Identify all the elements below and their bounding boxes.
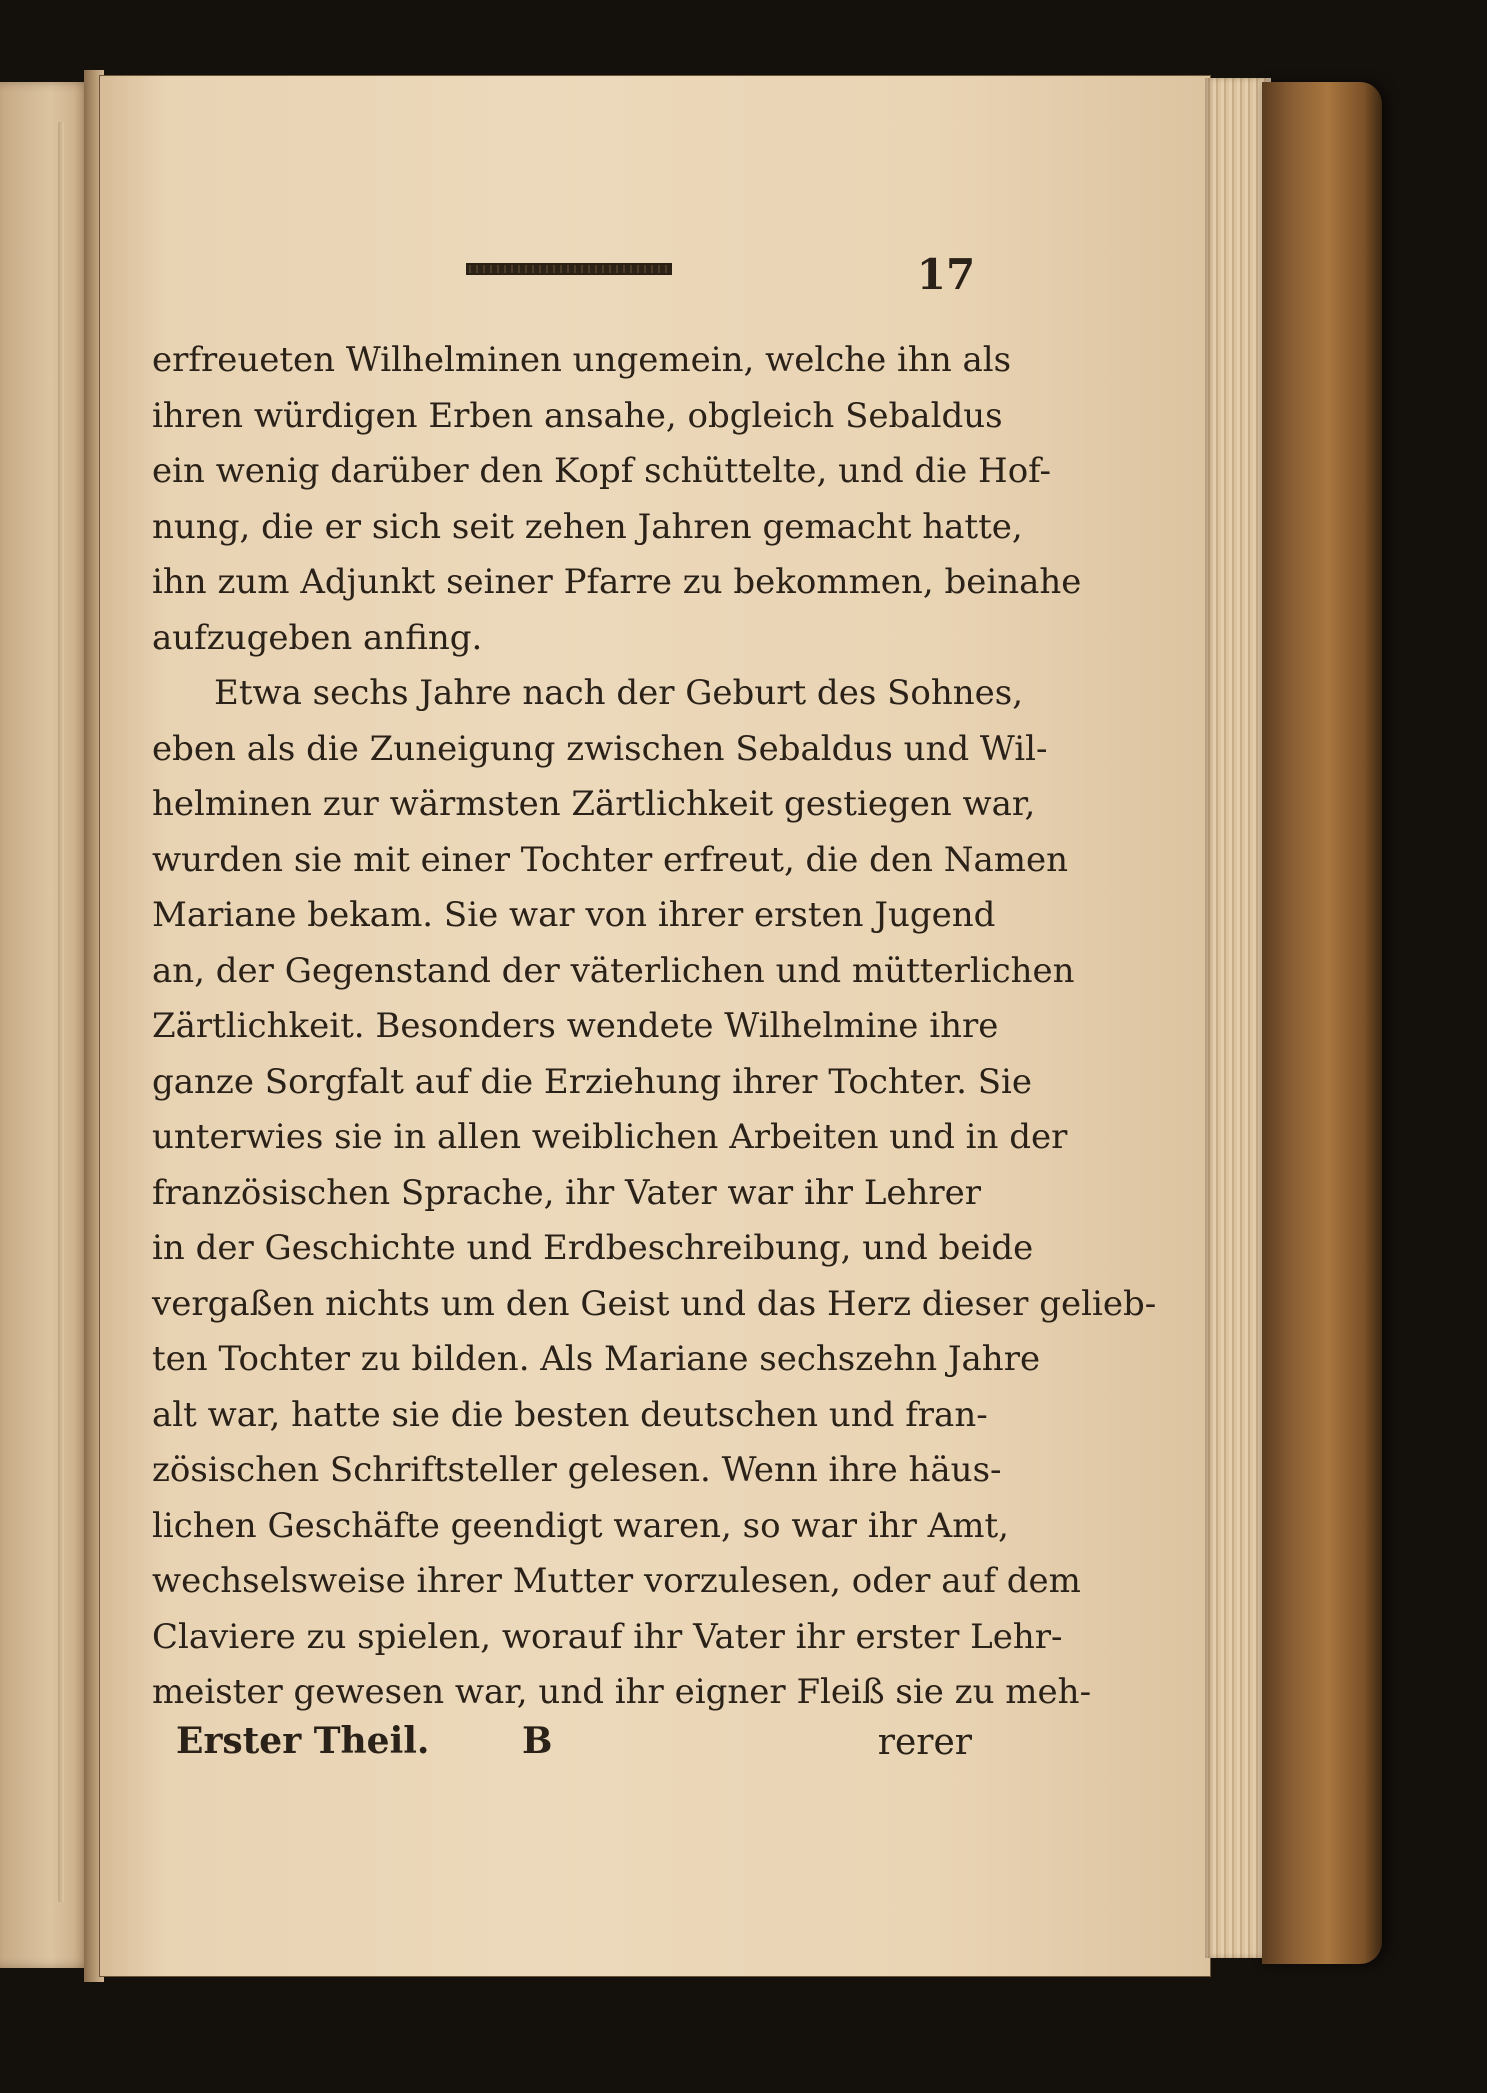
- book-cover-edge: [1262, 82, 1382, 1964]
- text-line: ein wenig darüber den Kopf schüttelte, und die Hof-: [152, 451, 1052, 491]
- text-line: alt war, hatte sie die besten deutschen und fran-: [152, 1394, 988, 1435]
- text-line: unterwies sie in allen weiblichen Arbeiten und in der: [152, 1117, 1068, 1157]
- text-line: Zärtlichkeit. Besonders wendete Wilhelmine ihre: [152, 1006, 999, 1046]
- footer-signature-mark: B: [522, 1720, 553, 1762]
- footer-volume-title: Erster Theil.: [176, 1720, 430, 1762]
- text-line: ihren würdigen Erben ansahe, obgleich Sebaldus: [152, 395, 1003, 436]
- body-text: [152, 333, 1157, 1721]
- paragraph-2: [152, 666, 1157, 1721]
- left-page-fold: [58, 122, 64, 1902]
- text-line: Etwa sechs Jahre nach der Geburt des Sohnes,: [214, 673, 1024, 713]
- page-number: 17: [916, 250, 976, 299]
- text-line: helminen zur wärmsten Zärtlichkeit gestiegen war,: [152, 784, 1036, 824]
- text-line: eben als die Zuneigung zwischen Sebaldus und Wil-: [152, 728, 1048, 769]
- text-line: ganze Sorgfalt auf die Erziehung ihrer Tochter. Sie: [152, 1061, 1032, 1102]
- text-line: Mariane bekam. Sie war von ihrer ersten Jugend: [152, 895, 996, 935]
- text-line: nung, die er sich seit zehen Jahren gemacht hatte,: [152, 506, 1023, 547]
- text-line: wurden sie mit einer Tochter erfreut, die den Namen: [152, 839, 1068, 880]
- text-line: erfreueten Wilhelminen ungemein, welche ihn als: [152, 340, 1012, 380]
- text-line: ten Tochter zu bilden. Als Mariane sechszehn Jahre: [152, 1339, 1041, 1379]
- paragraph-1: [152, 333, 1082, 666]
- header-ornament: [466, 263, 672, 275]
- text-line: französischen Sprache, ihr Vater war ihr Lehrer: [152, 1172, 982, 1213]
- text-line: zösischen Schriftsteller gelesen. Wenn ihre häus-: [152, 1450, 1002, 1490]
- text-line: Claviere zu spielen, worauf ihr Vater ihr erster Lehr-: [152, 1616, 1063, 1657]
- page-footer: [152, 1720, 972, 1780]
- left-page-edge: [0, 82, 92, 1968]
- text-line: an, der Gegenstand der väterlichen und mütterlichen: [152, 950, 1075, 991]
- footer-catchword: rerer: [877, 1722, 972, 1763]
- text-line: wechselsweise ihrer Mutter vorzulesen, oder auf dem: [152, 1561, 1081, 1601]
- text-line: meister gewesen war, und ihr eigner Fleiß sie zu meh-: [152, 1672, 1092, 1712]
- text-line: lichen Geschäfte geendigt waren, so war ihr Amt,: [152, 1505, 1009, 1546]
- text-line: ihn zum Adjunkt seiner Pfarre zu bekommen, beinahe: [152, 562, 1082, 602]
- text-line: aufzugeben anfing.: [152, 617, 483, 658]
- text-line: vergaßen nichts um den Geist und das Herz dieser gelieb-: [152, 1283, 1157, 1324]
- text-line: in der Geschichte und Erdbeschreibung, und beide: [152, 1228, 1034, 1268]
